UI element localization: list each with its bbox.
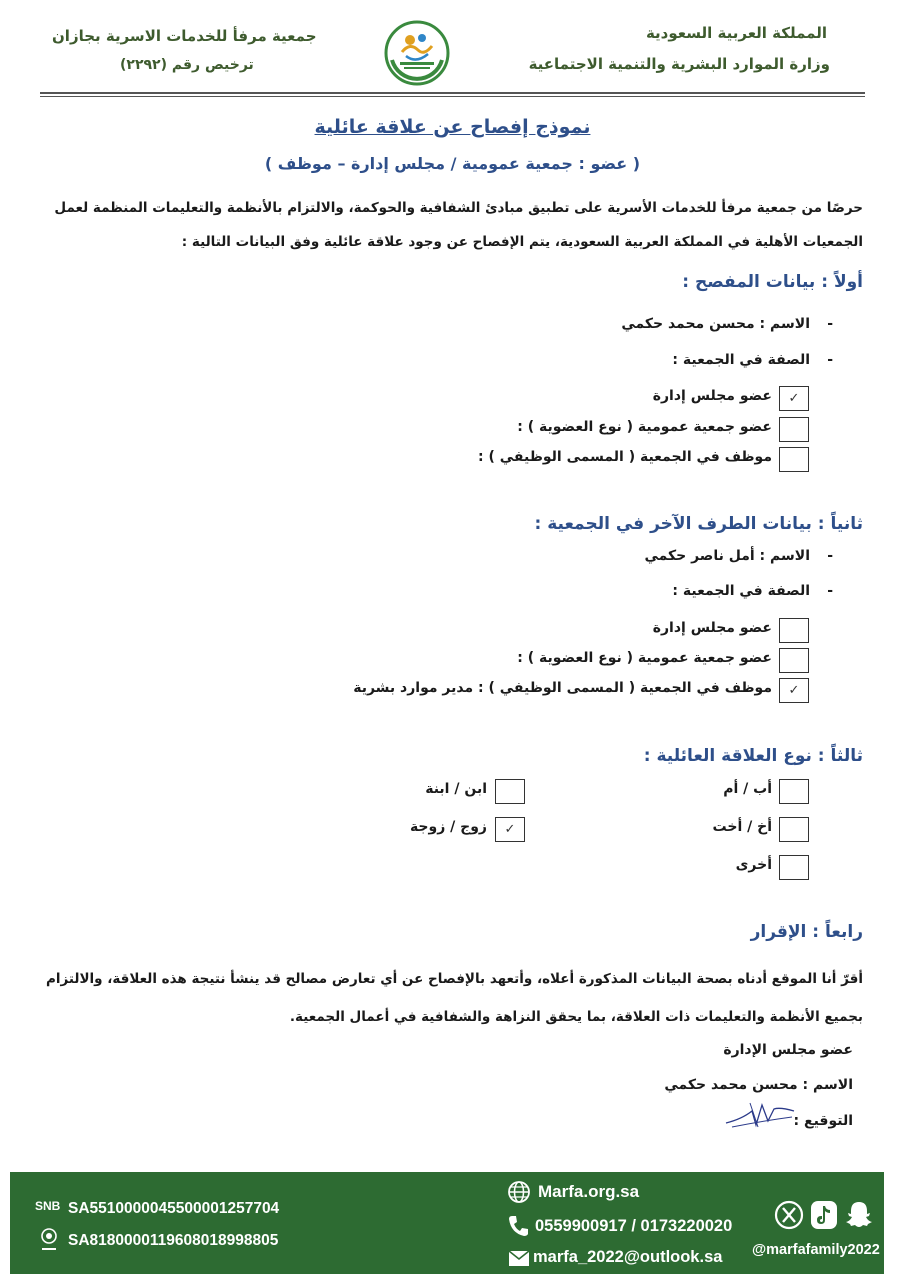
- other-employee-label: موظف في الجمعية ( المسمى الوظيفي ) : مدير موارد بشرية: [353, 680, 772, 696]
- header-association: جمعية مرفأ للخدمات الاسرية بجازان: [52, 27, 317, 45]
- other-employee-checkbox[interactable]: ✓: [779, 678, 809, 703]
- signature-label: التوقيع :: [793, 1113, 853, 1129]
- globe-icon: [507, 1180, 531, 1204]
- signer-role: عضو مجلس الإدارة: [723, 1042, 853, 1058]
- header-divider-thick: [40, 92, 865, 94]
- other-party-name: الاسم : أمل ناصر حكمي: [644, 548, 810, 564]
- other-general-assembly-label: عضو جمعية عمومية ( نوع العضوية ) :: [517, 650, 772, 666]
- intro-paragraph: حرصًا من جمعية مرفأ للخدمات الأسرية على تطبيق مبادئ الشفافية والحوكمة، والالتزام بالأنظمة والتعليمات المنظمة لعمل الجمعيات الأهلية في المملكة العربية السعودية، يتم الإفصاح عن وجود علاقة عائلية وفق البيانات التالية :: [54, 200, 863, 250]
- bullet-dash: -: [827, 548, 833, 564]
- section4-heading: رابعاً : الإقرار: [750, 922, 863, 942]
- phone-icon: [507, 1214, 529, 1238]
- section1-heading: أولاً : بيانات المفصح :: [682, 272, 863, 292]
- relation-parent-checkbox[interactable]: [779, 779, 809, 804]
- footer-bar: [10, 1172, 884, 1274]
- other-board-checkbox[interactable]: [779, 618, 809, 643]
- discloser-employee-label: موظف في الجمعية ( المسمى الوظيفي ) :: [478, 449, 772, 465]
- social-handle[interactable]: @marfafamily2022: [752, 1242, 880, 1258]
- tiktok-icon[interactable]: [809, 1199, 839, 1231]
- iban-1: SA5510000045500001257704: [68, 1200, 280, 1217]
- header-country: المملكة العربية السعودية: [645, 24, 827, 42]
- relation-other-checkbox[interactable]: [779, 855, 809, 880]
- discloser-name: الاسم : محسن محمد حكمي: [621, 316, 810, 332]
- iban-2: SA8180000119608018998805: [68, 1232, 279, 1249]
- header-license: ترخيص رقم (٢٢٩٢): [120, 57, 254, 73]
- bullet-dash: -: [827, 316, 833, 332]
- other-board-label: عضو مجلس إدارة: [652, 620, 772, 636]
- discloser-general-assembly-label: عضو جمعية عمومية ( نوع العضوية ) :: [517, 419, 772, 435]
- discloser-employee-checkbox[interactable]: [779, 447, 809, 472]
- bullet-dash: -: [827, 583, 833, 599]
- relation-spouse-label: زوج / زوجة: [409, 819, 487, 835]
- relation-other-label: أخرى: [735, 857, 772, 873]
- declaration-paragraph: أقرّ أنا الموقع أدناه بصحة البيانات المذكورة أعلاه، وأتعهد بالإفصاح عن أي تعارض مصالح قد ينشأ نتيجة هذه العلاقة، والالتزام بجميع الأنظمة والتعليمات ذات العلاقة، بما يحقق النزاهة والشفافية في أعمال الجمعية.: [45, 971, 863, 1025]
- bullet-dash: -: [827, 352, 833, 368]
- email-address[interactable]: marfa_2022@outlook.sa: [533, 1248, 723, 1266]
- discloser-board-checkbox[interactable]: ✓: [779, 386, 809, 411]
- other-general-assembly-checkbox[interactable]: [779, 648, 809, 673]
- discloser-board-label: عضو مجلس إدارة: [652, 388, 772, 404]
- bank-snb-logo: SNB: [35, 1199, 61, 1213]
- relation-sibling-checkbox[interactable]: [779, 817, 809, 842]
- discloser-general-assembly-checkbox[interactable]: [779, 417, 809, 442]
- discloser-role-label: الصفة في الجمعية :: [672, 352, 810, 368]
- section2-heading: ثانياً : بيانات الطرف الآخر في الجمعية :: [534, 514, 863, 534]
- relation-parent-label: أب / أم: [723, 781, 772, 797]
- relation-child-label: ابن / ابنة: [425, 781, 487, 797]
- phone-numbers: 0559900917 / 0173220020: [535, 1217, 733, 1235]
- signature-image: [722, 1097, 798, 1131]
- signer-name: الاسم : محسن محمد حكمي: [664, 1077, 853, 1093]
- website-link[interactable]: Marfa.org.sa: [538, 1182, 640, 1201]
- header-ministry: وزارة الموارد البشرية والتنمية الاجتماعية: [528, 55, 830, 73]
- header-divider-thin: [40, 96, 865, 97]
- association-logo: [384, 20, 450, 86]
- other-party-role-label: الصفة في الجمعية :: [672, 583, 810, 599]
- bank-alrajhi-icon: [38, 1226, 60, 1256]
- relation-child-checkbox[interactable]: [495, 779, 525, 804]
- relation-sibling-label: أخ / أخت: [712, 819, 772, 835]
- section3-heading: ثالثاً : نوع العلاقة العائلية :: [643, 746, 863, 766]
- form-title: نموذج إفصاح عن علاقة عائلية: [314, 116, 591, 138]
- snapchat-icon[interactable]: [844, 1199, 874, 1231]
- form-subtitle: ( عضو : جمعية عمومية / مجلس إدارة – موظف ): [264, 154, 641, 173]
- email-icon: [508, 1250, 530, 1267]
- relation-spouse-checkbox[interactable]: ✓: [495, 817, 525, 842]
- x-icon[interactable]: [774, 1200, 804, 1230]
